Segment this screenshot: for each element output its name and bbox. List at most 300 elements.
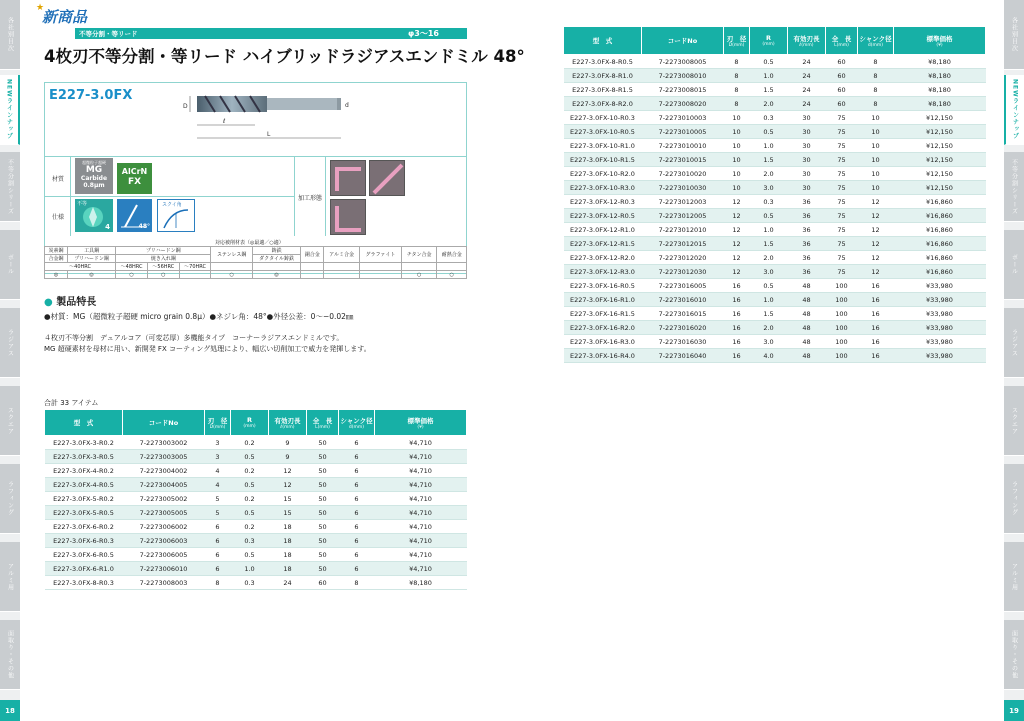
star-icon: ★ (36, 3, 45, 13)
table-cell: 75 (826, 195, 858, 209)
table-cell: 6 (339, 534, 375, 548)
table-cell: E227-3.0FX-6-R0.3 (45, 534, 123, 548)
table-cell: 6 (339, 548, 375, 562)
materials-table (44, 246, 467, 279)
mark (179, 271, 211, 279)
table-cell: E227-3.0FX-10-R0.5 (564, 125, 642, 139)
mat-group: 炭素鋼 (45, 247, 68, 255)
table-row (564, 349, 986, 363)
table-cell: 0.5 (231, 450, 269, 464)
table-cell: E227-3.0FX-12-R0.3 (564, 195, 642, 209)
new-product-badge: 新商品 (42, 8, 88, 26)
subtitle-text: 不等分割・等リード (79, 30, 138, 38)
col-price-unit: (¥) (936, 42, 943, 48)
table-cell: 7-2273010005 (642, 125, 724, 139)
tab-index-0[interactable] (0, 0, 20, 70)
mark (301, 271, 324, 279)
table-cell: 24 (788, 83, 826, 97)
col-price (894, 27, 986, 55)
table-cell: E227-3.0FX-6-R1.0 (45, 562, 123, 576)
left-index-tabs (0, 0, 20, 721)
flute-count: 4 (105, 223, 110, 231)
tab-index-8[interactable] (0, 620, 20, 690)
table-cell: 16 (724, 293, 750, 307)
table-cell: 50 (307, 478, 339, 492)
tab-index-1[interactable] (1004, 75, 1024, 145)
table-cell: ¥4,710 (375, 436, 467, 450)
table-cell: E227-3.0FX-16-R1.5 (564, 307, 642, 321)
tab-label: 面取り・その他 (6, 630, 14, 679)
table-cell: E227-3.0FX-12-R1.0 (564, 223, 642, 237)
col-len (788, 27, 826, 55)
table-cell: 10 (858, 153, 894, 167)
divider (44, 156, 467, 157)
table-cell: 7-2273016040 (642, 349, 724, 363)
coating-badge (117, 163, 152, 194)
tab-index-1[interactable] (0, 75, 20, 145)
table-cell: ¥16,860 (894, 265, 986, 279)
table-row (564, 293, 986, 307)
table-row (45, 506, 467, 520)
table-cell: 8 (858, 97, 894, 111)
table-cell: 10 (724, 167, 750, 181)
mat-col: 銅合金 (301, 247, 324, 263)
table-cell: 36 (788, 251, 826, 265)
mark: ◎ (252, 271, 300, 279)
model-name: E227-3.0FX (49, 88, 133, 103)
table-cell: 0.3 (750, 111, 788, 125)
table-cell: 5 (205, 492, 231, 506)
table-cell: 6 (339, 506, 375, 520)
table-cell: 48 (788, 321, 826, 335)
tab-label: ラフィング (6, 481, 14, 516)
tab-label: NEWラインナップ (5, 79, 13, 140)
table-cell: E227-3.0FX-16-R4.0 (564, 349, 642, 363)
tab-label: アルミ用 (6, 562, 14, 591)
table-cell: 75 (826, 181, 858, 195)
mat-group: 鋳鉄 (252, 247, 300, 255)
col-len-unit: ℓ(mm) (280, 424, 295, 430)
dim-d-label: d (345, 102, 349, 109)
table-cell: E227-3.0FX-12-R3.0 (564, 265, 642, 279)
table-cell: 8 (724, 83, 750, 97)
table-cell: 50 (307, 520, 339, 534)
col-dia-label: 刃 径 (207, 416, 228, 425)
table-cell: ¥4,710 (375, 506, 467, 520)
table-cell: 8 (858, 83, 894, 97)
table-cell: 7-2273004002 (123, 464, 205, 478)
table-cell: 3 (205, 450, 231, 464)
table-cell: 30 (788, 167, 826, 181)
table-cell: E227-3.0FX-8-R1.5 (564, 83, 642, 97)
table-cell: 16 (724, 349, 750, 363)
table-cell: 0.5 (231, 506, 269, 520)
table-cell: 16 (858, 321, 894, 335)
table-cell: 8 (724, 97, 750, 111)
table-cell: ¥8,180 (375, 576, 467, 590)
table-cell: 8 (724, 69, 750, 83)
table-cell: 6 (205, 534, 231, 548)
table-cell: 2.0 (750, 167, 788, 181)
table-cell: ¥16,860 (894, 209, 986, 223)
table-cell: ¥33,980 (894, 307, 986, 321)
table-cell: 1.5 (750, 237, 788, 251)
col-code: コードNo (123, 410, 205, 436)
table-cell: 0.5 (231, 478, 269, 492)
table-cell: 10 (724, 111, 750, 125)
table-cell: E227-3.0FX-5-R0.2 (45, 492, 123, 506)
table-row (564, 83, 986, 97)
mat-col: プリハードン鋼 (68, 255, 116, 263)
table-cell: 7-2273010020 (642, 167, 724, 181)
diameter-range: φ3〜16 (408, 29, 439, 38)
helix-angle-icon (117, 199, 152, 232)
table-cell: 75 (826, 223, 858, 237)
process-pocket-icon (330, 199, 366, 235)
table-cell: 1.0 (750, 293, 788, 307)
helix-angle-label: 48° (138, 223, 150, 230)
tab-index-3[interactable] (0, 230, 20, 300)
table-cell: 0.3 (231, 534, 269, 548)
table-cell: 7-2273016005 (642, 279, 724, 293)
table-row (45, 562, 467, 576)
table-row (564, 209, 986, 223)
table-cell: E227-3.0FX-16-R0.5 (564, 279, 642, 293)
table-cell: 75 (826, 237, 858, 251)
page-number-right: 19 (1004, 700, 1024, 721)
table-cell: 24 (788, 97, 826, 111)
table-cell: E227-3.0FX-3-R0.2 (45, 436, 123, 450)
table-cell: ¥8,180 (894, 69, 986, 83)
table-cell: 30 (788, 153, 826, 167)
table-cell: E227-3.0FX-16-R3.0 (564, 335, 642, 349)
table-cell: 36 (788, 265, 826, 279)
table-cell: 6 (339, 450, 375, 464)
table-cell: 2.0 (750, 97, 788, 111)
table-row (564, 153, 986, 167)
table-cell: 10 (724, 181, 750, 195)
table-cell: 7-2273006002 (123, 520, 205, 534)
table-cell: ¥4,710 (375, 478, 467, 492)
tab-label: ラジアス (6, 328, 14, 357)
product-table-right (563, 26, 986, 363)
col-price-unit: (¥) (417, 424, 424, 430)
table-cell: 4.0 (750, 349, 788, 363)
table-row (45, 576, 467, 590)
table-cell: 7-2273010030 (642, 181, 724, 195)
table-cell: 48 (788, 335, 826, 349)
table-cell: E227-3.0FX-12-R2.0 (564, 251, 642, 265)
table-row (564, 139, 986, 153)
table-cell: 0.5 (750, 55, 788, 69)
table-cell: 0.5 (750, 125, 788, 139)
col-shank (339, 410, 375, 436)
table-cell: 50 (307, 436, 339, 450)
material-label: 材質 (52, 176, 65, 183)
tab-index-2[interactable] (1004, 152, 1024, 222)
dim-L-label: L (267, 131, 271, 138)
table-cell: 48 (788, 279, 826, 293)
table-cell: 10 (724, 139, 750, 153)
tab-label: 面取り・その他 (1010, 630, 1018, 679)
table-cell: 7-2273016015 (642, 307, 724, 321)
mark (324, 271, 360, 279)
table-cell: 6 (205, 562, 231, 576)
mat-col: 合金鋼 (45, 255, 68, 263)
tab-index-8[interactable] (1004, 620, 1024, 690)
table-cell: 10 (858, 181, 894, 195)
col-total (826, 27, 858, 55)
table-cell: 75 (826, 251, 858, 265)
table-cell: ¥16,860 (894, 195, 986, 209)
col-r-label: R (246, 416, 252, 424)
col-shank-label: シャンク径 (340, 416, 373, 425)
mat-col: アルミ合金 (324, 247, 360, 263)
hard-range: 〜56HRC (147, 263, 179, 271)
table-cell: ¥12,150 (894, 181, 986, 195)
tab-index-5[interactable] (0, 386, 20, 456)
table-cell: 10 (858, 111, 894, 125)
table-cell: 8 (858, 69, 894, 83)
table-cell: 7-2273012015 (642, 237, 724, 251)
table-cell: 18 (269, 562, 307, 576)
table-cell: 100 (826, 335, 858, 349)
mg-small-label: 超微粒子超硬 (82, 160, 106, 165)
rake-angle-label: スクイ角 (162, 202, 182, 208)
mat-group: 工具鋼 (68, 247, 116, 255)
table-cell: 7-2273010003 (642, 111, 724, 125)
table-cell: E227-3.0FX-16-R1.0 (564, 293, 642, 307)
table-cell: 50 (307, 464, 339, 478)
table-cell: 60 (826, 97, 858, 111)
table-cell: 100 (826, 279, 858, 293)
table-cell: 3.0 (750, 265, 788, 279)
table-cell: 24 (269, 576, 307, 590)
tab-index-7[interactable] (0, 542, 20, 612)
table-cell: 0.2 (231, 492, 269, 506)
table-row (564, 55, 986, 69)
table-row (564, 265, 986, 279)
table-row (564, 69, 986, 83)
tab-label: ラフィング (1010, 481, 1018, 516)
col-len-unit: ℓ(mm) (799, 42, 814, 48)
table-row (45, 436, 467, 450)
table-cell: 7-2273003002 (123, 436, 205, 450)
dim-D-label: D (183, 103, 188, 110)
table-cell: 16 (724, 321, 750, 335)
table-cell: ¥8,180 (894, 83, 986, 97)
col-len-label: 有効刃長 (793, 34, 820, 43)
table-cell: 5 (205, 506, 231, 520)
col-shank-label: シャンク径 (859, 34, 892, 43)
table-cell: 0.5 (231, 548, 269, 562)
col-r-unit: (mm) (243, 424, 256, 429)
table-cell: 12 (724, 195, 750, 209)
hard-range: 〜48HRC (116, 263, 148, 271)
tab-index-5[interactable] (1004, 386, 1024, 456)
table-cell: 1.5 (750, 153, 788, 167)
table-cell: 12 (858, 195, 894, 209)
table-cell: 8 (724, 55, 750, 69)
table-cell: 16 (858, 335, 894, 349)
table-cell: 9 (269, 450, 307, 464)
table-cell: 50 (307, 450, 339, 464)
table-cell: 1.5 (750, 83, 788, 97)
description (44, 333, 371, 355)
table-cell: E227-3.0FX-8-R1.0 (564, 69, 642, 83)
table-cell: 1.0 (750, 69, 788, 83)
table-cell: E227-3.0FX-4-R0.5 (45, 478, 123, 492)
table-cell: 7-2273005002 (123, 492, 205, 506)
hard-range: 〜40HRC (45, 263, 116, 271)
coat-name-2: FX (127, 177, 142, 187)
table-cell: ¥12,150 (894, 167, 986, 181)
table-cell: 12 (858, 209, 894, 223)
materials-caption: 対応被削材表（◎最適／○適） (215, 240, 284, 246)
col-dia (724, 27, 750, 55)
table-cell: 7-2273012005 (642, 209, 724, 223)
divider (44, 196, 294, 197)
tab-index-3[interactable] (1004, 230, 1024, 300)
table-cell: 30 (788, 111, 826, 125)
mark: ○ (401, 271, 437, 279)
tab-index-6[interactable] (1004, 464, 1024, 534)
mark: ◎ (68, 271, 116, 279)
table-cell: 0.5 (750, 209, 788, 223)
tab-index-2[interactable] (0, 152, 20, 222)
tab-index-4[interactable] (0, 308, 20, 378)
mark: ○ (437, 271, 467, 279)
table-cell: 3.0 (750, 335, 788, 349)
col-total-unit: L(mm) (834, 42, 849, 48)
table-cell: 60 (826, 55, 858, 69)
table-row (45, 520, 467, 534)
table-cell: 24 (788, 55, 826, 69)
table-cell: 10 (724, 153, 750, 167)
hard-range: 〜70HRC (179, 263, 211, 271)
tab-index-7[interactable] (1004, 542, 1024, 612)
table-cell: ¥4,710 (375, 450, 467, 464)
table-row (564, 111, 986, 125)
col-code: コードNo (642, 27, 724, 55)
table-cell: E227-3.0FX-16-R2.0 (564, 321, 642, 335)
table-cell: ¥12,150 (894, 111, 986, 125)
table-cell: 0.2 (231, 520, 269, 534)
col-dia-label: 刃 径 (726, 34, 747, 43)
table-cell: 7-2273006010 (123, 562, 205, 576)
right-index-tabs (1004, 0, 1024, 721)
tab-label: 各社別目次 (1010, 17, 1018, 52)
table-cell: E227-3.0FX-10-R3.0 (564, 181, 642, 195)
bullet-icon: ● (44, 297, 53, 308)
table-cell: 12 (269, 464, 307, 478)
table-cell: ¥16,860 (894, 251, 986, 265)
mat-col: ダクタイル鋳鉄 (252, 255, 300, 263)
table-cell: 50 (307, 562, 339, 576)
table-cell: 48 (788, 307, 826, 321)
table-cell: ¥16,860 (894, 223, 986, 237)
table-cell: 4 (205, 464, 231, 478)
table-cell: E227-3.0FX-12-R1.5 (564, 237, 642, 251)
table-cell: 18 (269, 534, 307, 548)
table-cell: 50 (307, 548, 339, 562)
mark: ◎ (45, 271, 68, 279)
col-r-unit: (mm) (762, 42, 775, 47)
col-total (307, 410, 339, 436)
table-cell: E227-3.0FX-6-R0.5 (45, 548, 123, 562)
table-cell: E227-3.0FX-10-R0.3 (564, 111, 642, 125)
table-cell: 36 (788, 237, 826, 251)
table-cell: 36 (788, 195, 826, 209)
mark: ○ (211, 271, 252, 279)
table-cell: 15 (269, 492, 307, 506)
table-cell: 12 (724, 209, 750, 223)
table-cell: 36 (788, 209, 826, 223)
table-cell: 75 (826, 139, 858, 153)
table-row (564, 307, 986, 321)
table-cell: ¥33,980 (894, 335, 986, 349)
table-cell: 10 (724, 125, 750, 139)
table-cell: 6 (205, 520, 231, 534)
table-cell: ¥8,180 (894, 97, 986, 111)
table-row (45, 548, 467, 562)
page-title: 4枚刃不等分割・等リード ハイブリッドラジアスエンドミル 48° (44, 47, 525, 66)
mat-col: ステンレス鋼 (211, 247, 252, 263)
table-cell: 75 (826, 153, 858, 167)
table-cell: 12 (724, 237, 750, 251)
coat-name: AlCrN (121, 167, 148, 176)
tab-index-0[interactable] (1004, 0, 1024, 70)
col-shank (858, 27, 894, 55)
table-row (564, 125, 986, 139)
item-count: 合計 33 アイテム (44, 399, 99, 407)
table-cell: 50 (307, 534, 339, 548)
table-row (564, 321, 986, 335)
process-label: 加工形態 (298, 195, 323, 202)
table-cell: 50 (307, 492, 339, 506)
mark: ○ (116, 271, 148, 279)
table-cell: 1.0 (750, 139, 788, 153)
table-cell: 7-2273006005 (123, 548, 205, 562)
process-slope-icon (369, 160, 405, 196)
tab-index-6[interactable] (0, 464, 20, 534)
mg-name: MG (85, 165, 103, 175)
table-cell: 30 (788, 125, 826, 139)
table-cell: 6 (205, 548, 231, 562)
table-cell: 6 (339, 478, 375, 492)
features-heading (44, 293, 96, 308)
table-cell: 75 (826, 167, 858, 181)
table-cell: ¥12,150 (894, 139, 986, 153)
table-cell: 10 (858, 167, 894, 181)
tab-label: ラジアス (1010, 328, 1018, 357)
table-cell: 7-2273016010 (642, 293, 724, 307)
tab-label: スクエア (6, 406, 14, 435)
table-cell: 75 (826, 111, 858, 125)
table-cell: 36 (788, 223, 826, 237)
tab-index-4[interactable] (1004, 308, 1024, 378)
col-r (231, 410, 269, 436)
table-cell: ¥12,150 (894, 153, 986, 167)
col-dia (205, 410, 231, 436)
table-cell: E227-3.0FX-4-R0.2 (45, 464, 123, 478)
table-cell: 7-2273012010 (642, 223, 724, 237)
col-price-label: 標準価格 (407, 416, 434, 425)
table-row (564, 237, 986, 251)
table-cell: 2.0 (750, 251, 788, 265)
col-price-label: 標準価格 (926, 34, 953, 43)
table-cell: E227-3.0FX-3-R0.5 (45, 450, 123, 464)
